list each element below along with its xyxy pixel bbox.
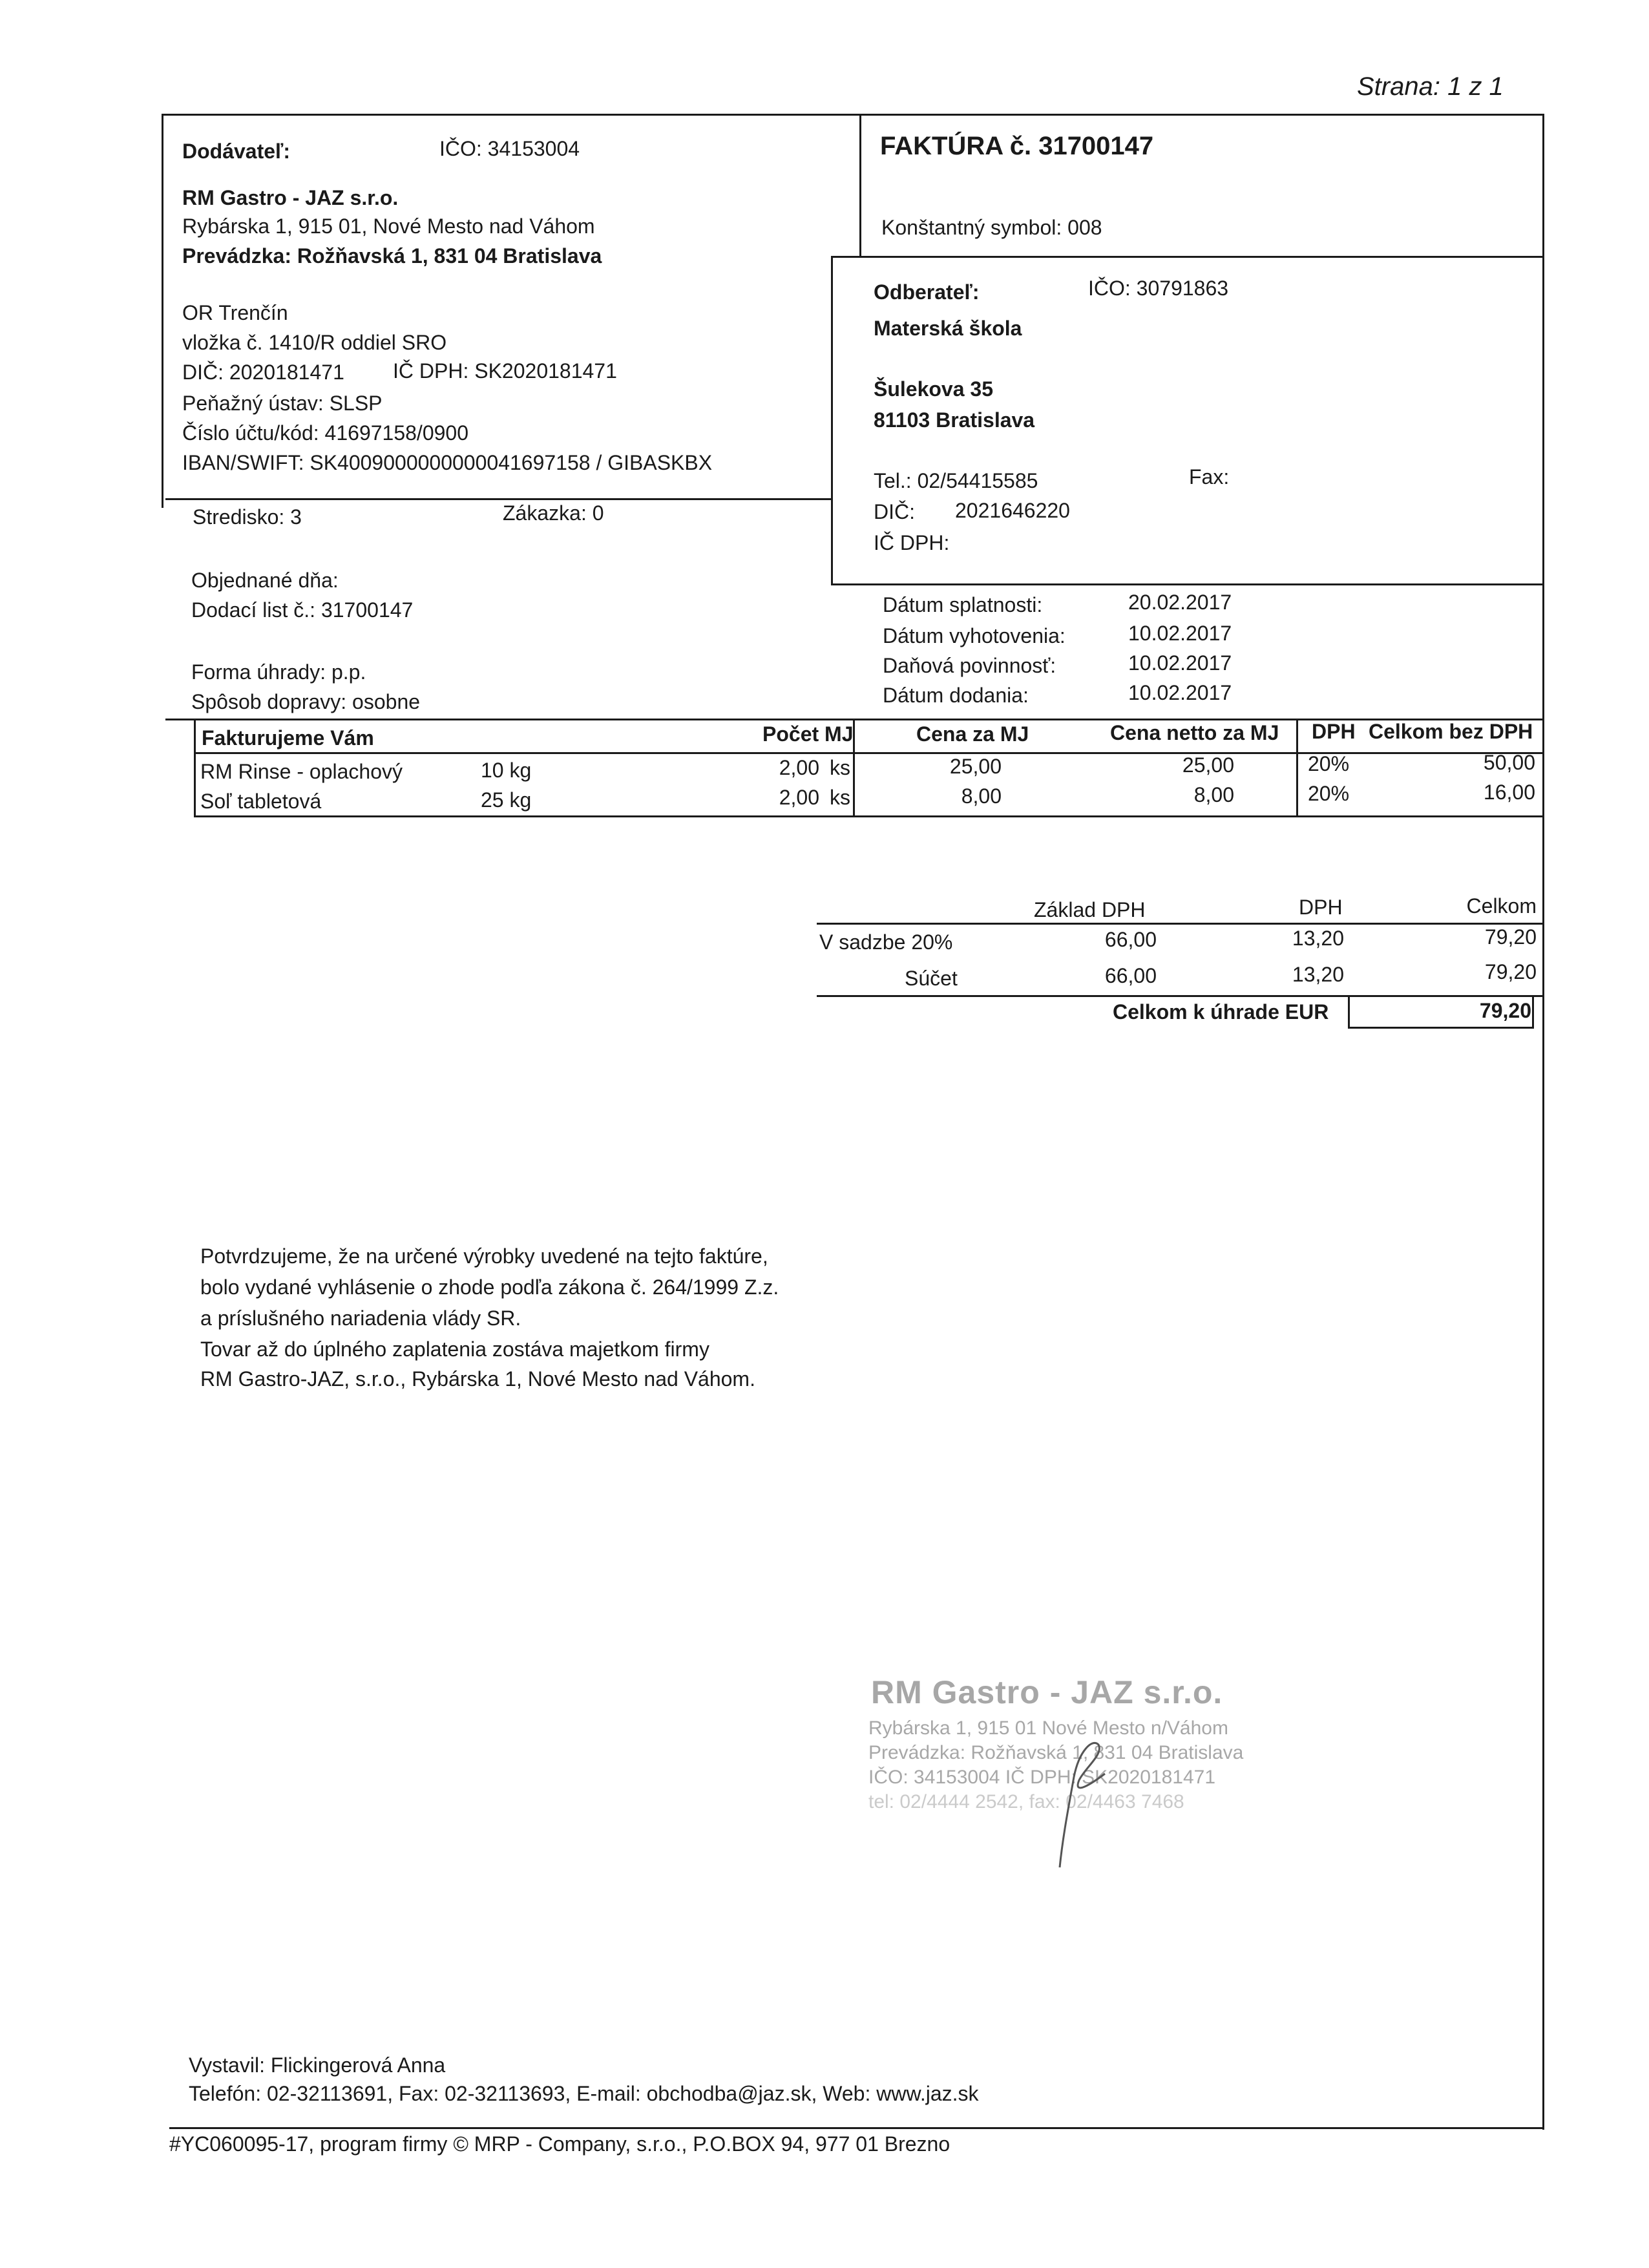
summary-header-total: Celkom	[1466, 894, 1537, 918]
customer-ic-dph: IČ DPH:	[874, 531, 950, 554]
supplier-register-court: OR Trenčín	[182, 301, 288, 324]
customer-name: Materská škola	[874, 317, 1022, 340]
center-top-rule	[165, 498, 831, 500]
item-name: Soľ tabletová	[200, 790, 322, 813]
header-top-rule	[162, 114, 1544, 116]
item-total: 50,00	[1483, 751, 1535, 774]
supplier-account: Číslo účtu/kód: 41697158/0900	[182, 421, 468, 445]
amount-due-value: 79,20	[1479, 999, 1531, 1022]
col-header-qty: Počet MJ	[762, 722, 854, 746]
page-number: Strana: 1 z 1	[1357, 72, 1504, 101]
stredisko: Stredisko: 3	[193, 505, 302, 529]
ordered-on: Objednané dňa:	[191, 569, 339, 592]
constant-symbol: Konštantný symbol: 008	[881, 216, 1102, 239]
item-unit-price: 25,00	[949, 755, 1002, 778]
issue-date-value: 10.02.2017	[1128, 622, 1232, 645]
stamp-line-premises: Prevádzka: Rožňavská 1, 831 04 Bratislava	[868, 1742, 1244, 1763]
summary-rate-base: 66,00	[1104, 928, 1157, 951]
summary-sum-base: 66,00	[1104, 964, 1157, 987]
col-header-unit-price: Cena za MJ	[916, 722, 1029, 746]
col-header-vat: DPH	[1312, 720, 1356, 743]
items-left-rule	[194, 719, 196, 817]
item-vat: 20%	[1308, 752, 1350, 775]
supplier-label: Dodávateľ:	[182, 140, 291, 163]
declaration-line: a príslušného nariadenia vlády SR.	[200, 1307, 521, 1330]
summary-rate-vat: 13,20	[1292, 927, 1344, 950]
item-unit: ks	[830, 756, 850, 779]
customer-box-bottom-rule	[831, 583, 1544, 585]
supplier-insert: vložka č. 1410/R oddiel SRO	[182, 331, 447, 354]
customer-box-left-rule	[831, 256, 833, 585]
amount-due-label: Celkom k úhrade EUR	[1113, 1000, 1329, 1024]
customer-tel: Tel.: 02/54415585	[874, 469, 1038, 492]
supplier-ico: IČO: 34153004	[439, 137, 580, 160]
signature	[1034, 1719, 1111, 1874]
customer-box-top-rule	[831, 256, 1544, 258]
footer-rule	[169, 2127, 1544, 2129]
zakazka: Zákazka: 0	[503, 501, 604, 525]
item-qty: 2,00	[779, 786, 819, 809]
col-header-item: Fakturujeme Vám	[202, 726, 374, 750]
summary-header-base: Základ DPH	[1034, 898, 1146, 921]
customer-dic-value: 2021646220	[955, 499, 1070, 522]
item-size: 10 kg	[481, 759, 532, 782]
supplier-ic-dph: IČ DPH: SK2020181471	[393, 359, 617, 383]
supplier-dic: DIČ: 2020181471	[182, 361, 344, 384]
payment-method: Forma úhrady: p.p.	[191, 660, 366, 684]
declaration-line: RM Gastro-JAZ, s.r.o., Rybárska 1, Nové Mesto nad Váhom.	[200, 1367, 755, 1391]
stamp-line-ids: IČO: 34153004 IČ DPH: SK2020181471	[868, 1767, 1216, 1788]
summary-header-rule	[817, 923, 1543, 925]
customer-street: Šulekova 35	[874, 377, 993, 401]
delivery-date-label: Dátum dodania:	[883, 684, 1029, 707]
due-date-value: 20.02.2017	[1128, 591, 1232, 614]
item-unit: ks	[830, 786, 850, 809]
customer-fax: Fax:	[1189, 465, 1230, 488]
summary-sum-vat: 13,20	[1292, 963, 1344, 986]
declaration-line: Potvrdzujeme, že na určené výrobky uvedené na tejto faktúre,	[200, 1244, 768, 1268]
col-header-total: Celkom bez DPH	[1369, 720, 1533, 743]
tax-date-value: 10.02.2017	[1128, 651, 1232, 675]
item-total: 16,00	[1483, 781, 1535, 804]
summary-sum-label: Súčet	[905, 967, 958, 990]
due-date-label: Dátum splatnosti:	[883, 593, 1043, 616]
summary-rate-label: V sadzbe 20%	[819, 930, 953, 954]
contact-line: Telefón: 02-32113691, Fax: 02-32113693, E-mail: obchodba@jaz.sk, Web: www.jaz.sk	[189, 2082, 979, 2105]
item-qty: 2,00	[779, 756, 819, 779]
item-vat: 20%	[1308, 782, 1350, 805]
frame-left-rule	[162, 114, 163, 508]
item-net-price: 25,00	[1182, 753, 1234, 777]
stamp-line-name: RM Gastro - JAZ s.r.o.	[871, 1674, 1223, 1710]
supplier-address: Rybárska 1, 915 01, Nové Mesto nad Váhom	[182, 215, 595, 238]
customer-label: Odberateľ:	[874, 280, 980, 304]
stamp-line-phone: tel: 02/4444 2542, fax: 02/4463 7468	[868, 1791, 1184, 1812]
issued-by: Vystavil: Flickingerová Anna	[189, 2053, 446, 2077]
issue-date-label: Dátum vyhotovenia:	[883, 624, 1066, 647]
program-line: #YC060095-17, program firmy © MRP - Company, s.r.o., P.O.BOX 94, 977 01 Brezno	[169, 2132, 951, 2156]
frame-right-rule	[1542, 114, 1544, 2130]
invoice-title: FAKTÚRA č. 31700147	[880, 132, 1154, 160]
tax-date-label: Daňová povinnosť:	[883, 654, 1056, 677]
supplier-iban: IBAN/SWIFT: SK4009000000000041697158 / GIBASKBX	[182, 451, 713, 474]
declaration-line: bolo vydané vyhlásenie o zhode podľa zákona č. 264/1999 Z.z.	[200, 1276, 779, 1299]
item-unit-price: 8,00	[961, 784, 1002, 808]
supplier-name: RM Gastro - JAZ s.r.o.	[182, 186, 399, 209]
delivery-date-value: 10.02.2017	[1128, 681, 1232, 704]
stamp-line-address: Rybárska 1, 915 01 Nové Mesto n/Váhom	[868, 1717, 1228, 1739]
item-size: 25 kg	[481, 788, 532, 812]
supplier-premises: Prevádzka: Rožňavská 1, 831 04 Bratislava	[182, 244, 602, 268]
delivery-note: Dodací list č.: 31700147	[191, 598, 414, 622]
customer-city: 81103 Bratislava	[874, 408, 1035, 432]
customer-ico: IČO: 30791863	[1088, 277, 1229, 300]
supplier-bank: Peňažný ústav: SLSP	[182, 392, 383, 415]
summary-header-vat: DPH	[1299, 896, 1343, 919]
shipping-method: Spôsob dopravy: osobne	[191, 690, 421, 713]
item-net-price: 8,00	[1193, 783, 1234, 806]
col-header-net-price: Cena netto za MJ	[1110, 721, 1279, 744]
declaration-line: Tovar až do úplného zaplatenia zostáva majetkom firmy	[200, 1338, 709, 1361]
item-name: RM Rinse - oplachový	[200, 760, 403, 783]
summary-rate-total: 79,20	[1484, 925, 1537, 949]
customer-dic-label: DIČ:	[874, 500, 915, 523]
items-mid-rule-2	[1296, 719, 1298, 817]
header-divider-rule	[859, 114, 861, 256]
summary-sum-total: 79,20	[1484, 960, 1537, 983]
items-bottom-rule	[194, 815, 1544, 817]
